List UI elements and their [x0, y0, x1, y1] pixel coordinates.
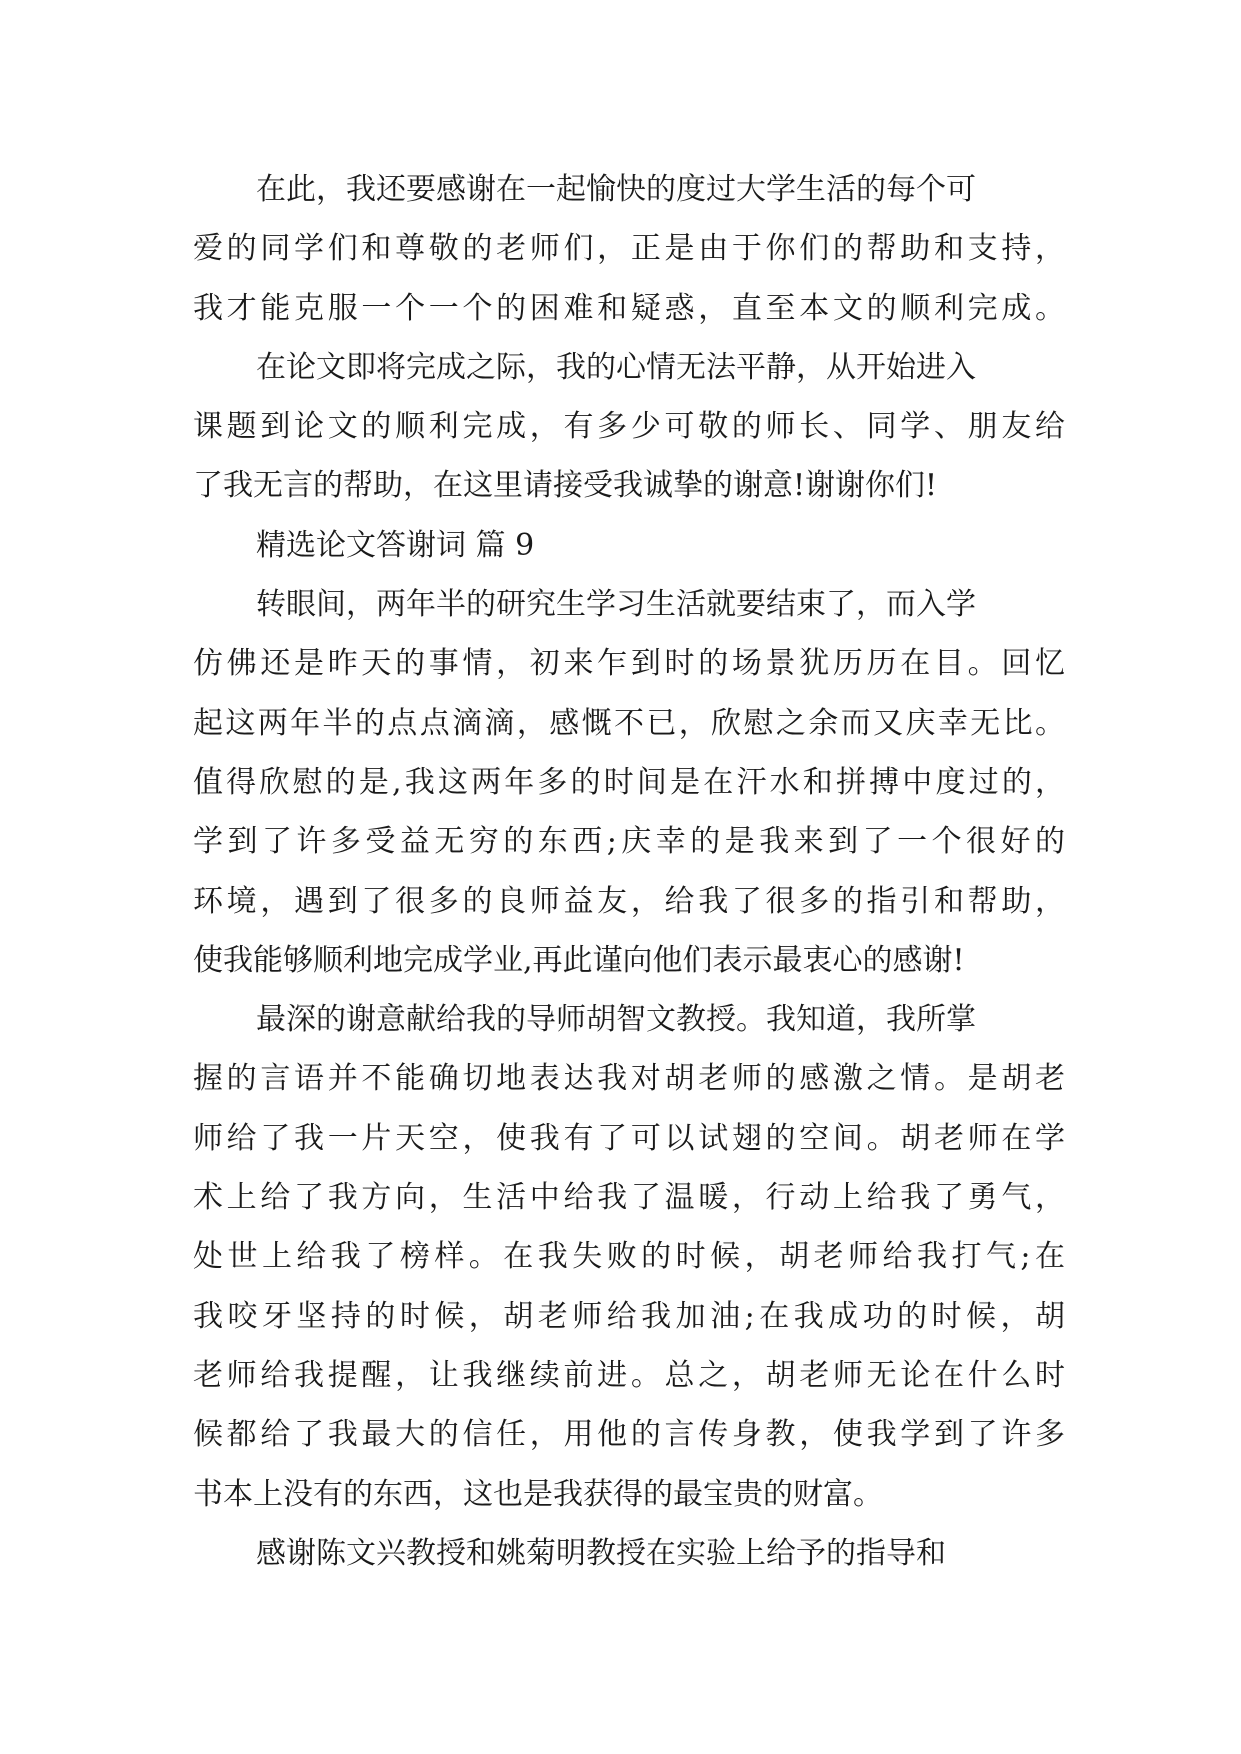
paragraph-line: 最深的谢意献给我的导师胡智文教授。我知道，我所掌	[256, 1002, 976, 1038]
paragraph-line: 术上给了我方向，生活中给我了温暖，行动上给我了勇气，	[193, 1180, 1065, 1216]
paragraph-line: 师给了我一片天空，使我有了可以试翅的空间。胡老师在学	[193, 1120, 1065, 1156]
paragraph-line: 感谢陈文兴教授和姚菊明教授在实验上给予的指导和	[256, 1535, 946, 1571]
paragraph-line: 使我能够顺利地完成学业,再此谨向他们表示最衷心的感谢!	[193, 942, 965, 978]
paragraph-line: 课题到论文的顺利完成，有多少可敬的师长、同学、朋友给	[193, 409, 1065, 445]
paragraph-line: 我才能克服一个一个的困难和疑惑，直至本文的顺利完成。	[193, 290, 1065, 326]
paragraph-line: 老师给我提醒，让我继续前进。总之，胡老师无论在什么时	[193, 1357, 1065, 1393]
paragraph-line: 环境，遇到了很多的良师益友，给我了很多的指引和帮助，	[193, 883, 1065, 919]
section-heading: 精选论文答谢词 篇 9	[256, 527, 535, 563]
paragraph-line: 候都给了我最大的信任，用他的言传身教，使我学到了许多	[193, 1417, 1065, 1453]
paragraph-line: 书本上没有的东西，这也是我获得的最宝贵的财富。	[193, 1476, 883, 1512]
paragraph-line: 仿佛还是昨天的事情，初来乍到时的场景犹历历在目。回忆	[193, 646, 1065, 682]
paragraph-line: 学到了许多受益无穷的东西;庆幸的是我来到了一个很好的	[193, 824, 1065, 860]
paragraph-line: 在此，我还要感谢在一起愉快的度过大学生活的每个可	[256, 172, 976, 207]
paragraph-line: 我咬牙坚持的时候，胡老师给我加油;在我成功的时候，胡	[193, 1298, 1065, 1334]
paragraph-line: 转眼间，两年半的研究生学习生活就要结束了，而入学	[256, 587, 976, 623]
paragraph-line: 起这两年半的点点滴滴，感慨不已，欣慰之余而又庆幸无比。	[193, 705, 1065, 741]
paragraph-line: 了我无言的帮助，在这里请接受我诚挚的谢意!谢谢你们!	[193, 468, 938, 504]
paragraph-line: 爱的同学们和尊敬的老师们，正是由于你们的帮助和支持，	[193, 231, 1065, 267]
paragraph-line: 在论文即将完成之际，我的心情无法平静，从开始进入	[256, 349, 976, 385]
document-body	[193, 160, 1065, 1583]
paragraph-line: 值得欣慰的是,我这两年多的时间是在汗水和拼搏中度过的，	[193, 764, 1065, 800]
paragraph-line: 握的言语并不能确切地表达我对胡老师的感激之情。是胡老	[193, 1061, 1065, 1097]
paragraph-line: 处世上给我了榜样。在我失败的时候，胡老师给我打气;在	[193, 1239, 1065, 1275]
